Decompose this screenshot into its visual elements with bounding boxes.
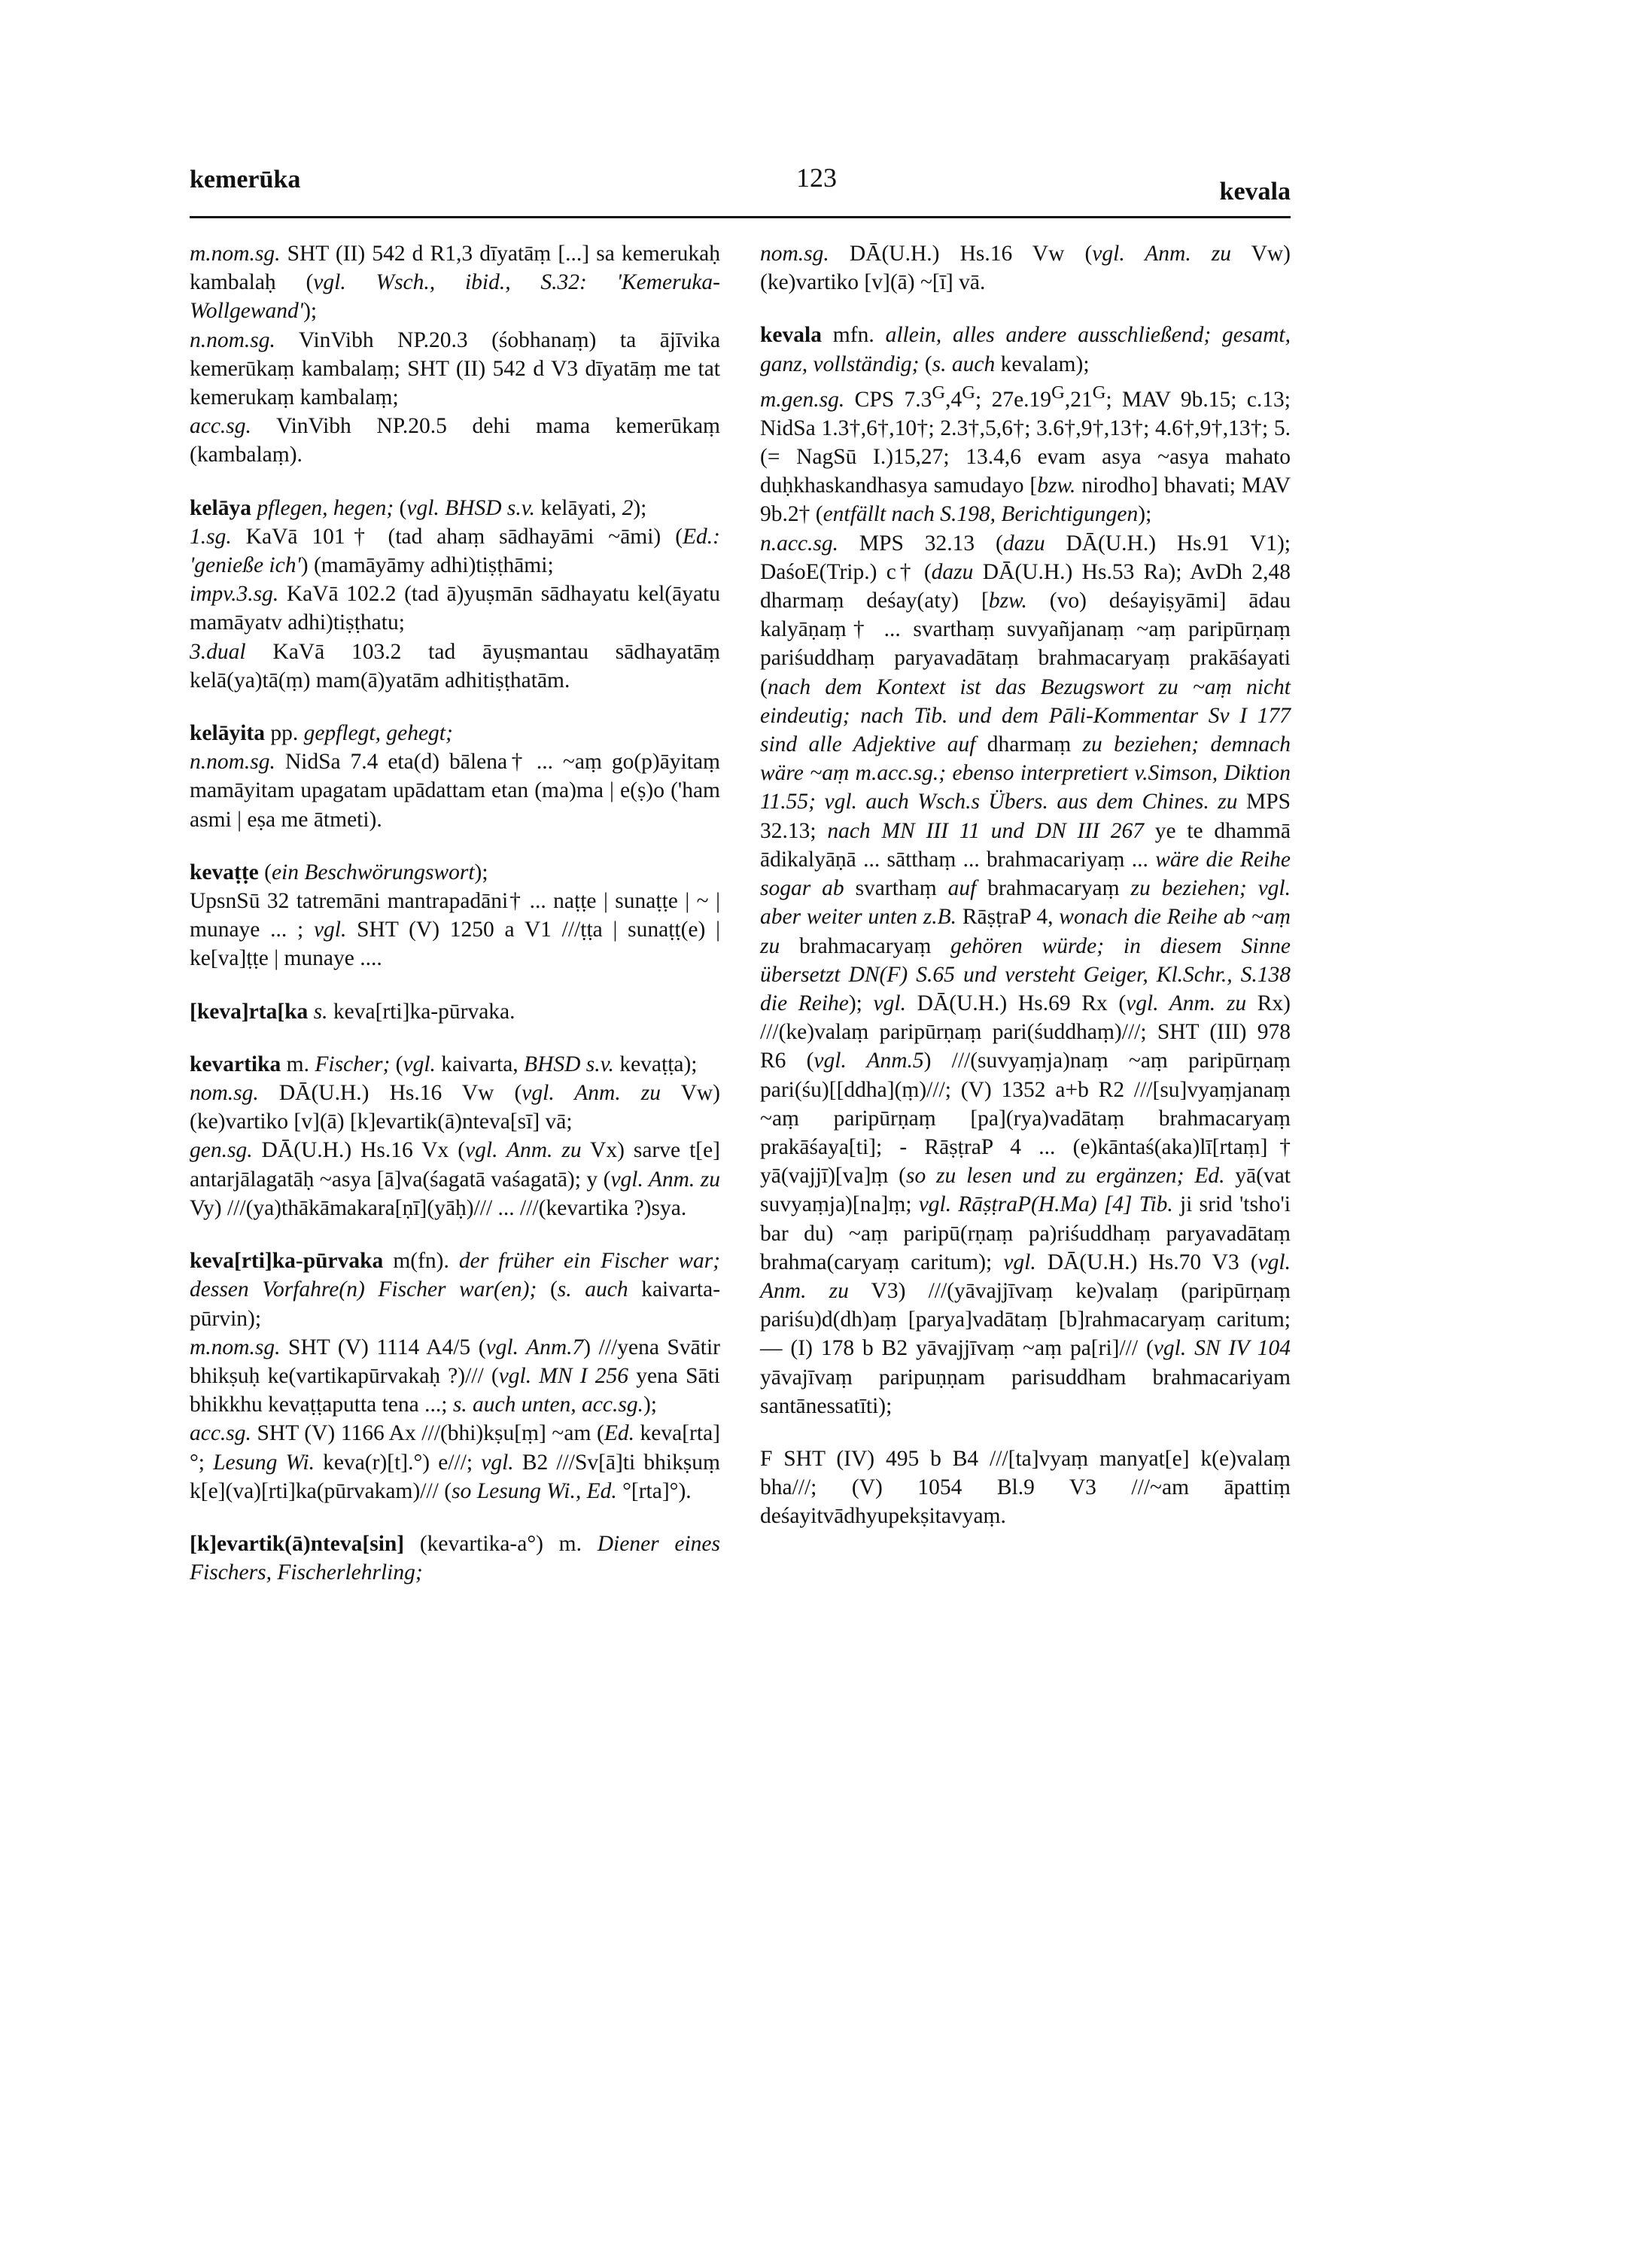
- entry-para: m.nom.sg. SHT (V) 1114 A4/5 (vgl. Anm.7) ///yena Svātir bhikṣuḥ ke(vartikapūrvakaḥ ?)/// (vgl. MN I 256 yena Sāti bhikkhu kevaṭṭaputta tena ...; s. auch unten, acc.sg.);: [190, 1335, 720, 1417]
- entry-para: m.nom.sg. SHT (II) 542 d R1,3 dīyatāṃ [...] sa kemerukaḥ kambalaḥ (vgl. Wsch., ibid., S.32: 'Kemeruka-Wollgewand');: [190, 242, 720, 324]
- headword-para: kelāyita pp. gepflegt, gehegt;: [190, 721, 453, 746]
- left-column: [190, 239, 720, 1587]
- right-column: [760, 239, 1291, 1531]
- entry-para: acc.sg. VinVibh NP.20.5 dehi mama kemerūkaṃ (kambalaṃ).: [190, 414, 720, 467]
- entry-para: acc.sg. SHT (V) 1166 Ax ///(bhi)kṣu[ṃ] ~am (Ed. keva[rta]°; Lesung Wi. keva(r)[t].°) e///; vgl. B2 ///Sv[ā]ti bhikṣuṃ k[e](va)[rti]ka(pūrvakam)/// (so Lesung Wi., Ed. °[rta]°).: [190, 1421, 720, 1503]
- running-head-right: kevala: [1219, 178, 1291, 205]
- entry-para: n.nom.sg. VinVibh NP.20.3 (śobhanaṃ) ta ājīvika kemerūkaṃ kambalaṃ; SHT (II) 542 d V3 dīyatāṃ me tat kemerukaṃ kambalaṃ;: [190, 327, 720, 410]
- entry-para: m.gen.sg. CPS $7.3^G,4^G$; $27e.19^G,21^G$; MAV 9b.15; c.13; NidSa 1.3†,6†,10†; 2.3†,5,6†; 3.6†,9†,13†; 4.6†,9†,13†; 5.(= NagSū I.)15,27; 13.4,6 evam asya ~asya mahato duḥkhaskandhasya samudayo [bzw. nirodho] bhavati; MAV 9b.2† (entfällt nach S.198, Berichtigungen);: [760, 382, 1291, 527]
- entry-para: n.nom.sg. NidSa 7.4 eta(d) bālena† ... ~aṃ go(p)āyitaṃ mamāyitam upagatam upādattam etan (ma)ma | e(ṣ)o ('ham asmi | eṣa me ātmeti).: [190, 750, 720, 832]
- headword-para: kevaṭṭe (ein Beschwörungswort);: [190, 860, 488, 884]
- headword-para: [k]evartik(ā)nteva[sin] (kevartika-a°) m. Diener eines Fischers, Fischerlehrling;: [190, 1531, 720, 1585]
- entry-para: UpsnSū 32 tatremāni mantrapadāni† ... naṭṭe | sunaṭṭe | ~ | munaye ... ; vgl. SHT (V) 1250 a V1 ///ṭṭa | sunaṭṭ(e) | ke[va]ṭṭe | munaye ....: [190, 889, 720, 971]
- entry-para: F SHT (IV) 495 b B4 ///[ta]vyaṃ manyat[e] k(e)valaṃ bha///; (V) 1054 Bl.9 V3 ///~am āpattiṃ deśayitvādhyupekṣitavyaṃ.: [760, 1446, 1291, 1529]
- headword-para: kevala mfn. allein, alles andere ausschließend; gesamt, ganz, vollständig; (s. auch kevalam);: [760, 323, 1291, 376]
- entry-para: nom.sg. DĀ(U.H.) Hs.16 Vw (vgl. Anm. zu Vw) (ke)vartiko [v](ā) [k]evartik(ā)nteva[sī] vā;: [190, 1081, 721, 1134]
- headword-para: kelāya pflegen, hegen; (vgl. BHSD s.v. kelāyati, 2);: [190, 495, 647, 520]
- entry-para: impv.3.sg. KaVā 102.2 (tad ā)yuṣmān sādhayatu kel(āyatu mamāyatv adhi)tiṣṭhatu;: [190, 582, 720, 635]
- entry-para: nom.sg. DĀ(U.H.) Hs.16 Vw (vgl. Anm. zu Vw) (ke)vartiko [v](ā) ~[ī] vā.: [760, 242, 1291, 295]
- headword-para: kevartika m. Fischer; (vgl. kaivarta, BHSD s.v. kevaṭṭa);: [190, 1052, 698, 1076]
- entry-para: n.acc.sg. MPS 32.13 (dazu DĀ(U.H.) Hs.91 V1); DaśoE(Trip.) c† (dazu DĀ(U.H.) Hs.53 Ra); AvDh 2,48 dharmaṃ deśay(aty) [bzw. (vo) deśayiṣyāmi] ādau kalyāṇaṃ† ... svarthaṃ suvyañjanaṃ ~aṃ paripūrṇaṃ pariśuddhaṃ paryavadātaṃ brahmacaryaṃ prakāśayati (nach dem Kontext ist das Bezugswort zu ~aṃ nicht eindeutig; nach Tib. und dem Pāli-Kommentar Sv I 177 sind alle Adjektive auf dharmaṃ zu beziehen; demnach wäre ~aṃ m.acc.sg.; ebenso interpretiert v.Simson, Diktion 11.55; vgl. auch Wsch.s Übers. aus dem Chines. zu MPS 32.13; nach MN III 11 und DN III 267 ye te dhammā ādikalyāṇā ... sātthaṃ ... brahmacariyaṃ ... wäre die Reihe sogar ab svarthaṃ auf brahmacaryaṃ zu beziehen; vgl. aber weiter unten z.B. RāṣṭraP 4, wonach die Reihe ab ~aṃ zu brahmacaryaṃ gehören würde; in diesem Sinne übersetzt DN(F) S.65 und versteht Geiger, Kl.Schr., S.138 die Reihe); vgl. DĀ(U.H.) Hs.69 Rx (vgl. Anm. zu Rx) ///(ke)valaṃ paripūrṇaṃ pari(śuddhaṃ)///; SHT (III) 978 R6 (vgl. Anm.5) ///(suvyaṃja)naṃ ~aṃ paripūrṇaṃ pari(śu)[[ddha](ṃ)///; (V) 1352 a+b R2 ///[su]vyaṃjanaṃ ~aṃ paripūrṇaṃ [pa](rya)vadātaṃ brahmacaryaṃ prakāśaya[ti]; - RāṣṭraP 4 ... (e)kāntaś(aka)lī[rtaṃ]† yā(vajjī)[va]ṃ (so zu lesen und zu ergänzen; Ed. yā(vat suvyaṃja)[na]ṃ; vgl. RāṣṭraP(H.Ma) [4] Tib. ji srid 'tsho'i bar du) ~aṃ paripū(rṇaṃ pa)riśuddhaṃ paryavadātaṃ brahma(caryaṃ caritum); vgl. DĀ(U.H.) Hs.70 V3 (vgl. Anm. zu V3) ///(yāvajjīvaṃ ke)valaṃ (paripūrṇaṃ pariśu)d(dh)aṃ [parya]vadātaṃ [b]rahmacaryaṃ caritum; — (I) 178 b B2 yāvajjīvaṃ ~aṃ pa[ri]/// (vgl. SN IV 104 yāvajīvaṃ paripuṇṇam parisuddham brahmacariyam santānessatīti);: [760, 531, 1291, 1418]
- entry-para: 3.dual KaVā 103.2 tad āyuṣmantau sādhayatāṃ kelā(ya)tā(ṃ) mam(ā)yatām adhitiṣṭhatām.: [190, 639, 720, 693]
- headword-para: keva[rti]ka-pūrvaka m(fn). der früher ein Fischer war; dessen Vorfahre(n) Fischer war(en); (s. auch kaivarta-pūrvin);: [190, 1249, 721, 1331]
- header-rule: [190, 216, 1291, 218]
- headword-para: [keva]rta[ka s. keva[rti]ka-pūrvaka.: [190, 999, 515, 1024]
- page-number: 123: [796, 163, 837, 193]
- running-head-left: kemerūka: [190, 166, 301, 193]
- entry-para: gen.sg. DĀ(U.H.) Hs.16 Vx (vgl. Anm. zu Vx) sarve t[e] antarjālagatāḥ ~asya [ā]va(śagatā vaśagatā); y (vgl. Anm. zu Vy) ///(ya)thākāmakara[ṇī](yāḥ)/// ... ///(kevartika ?)sya.: [190, 1138, 721, 1220]
- entry-para: 1.sg. KaVā 101† (tad ahaṃ sādhayāmi ~āmi) (Ed.: 'genieße ich') (mamāyāmy adhi)tiṣṭhāmi;: [190, 524, 720, 578]
